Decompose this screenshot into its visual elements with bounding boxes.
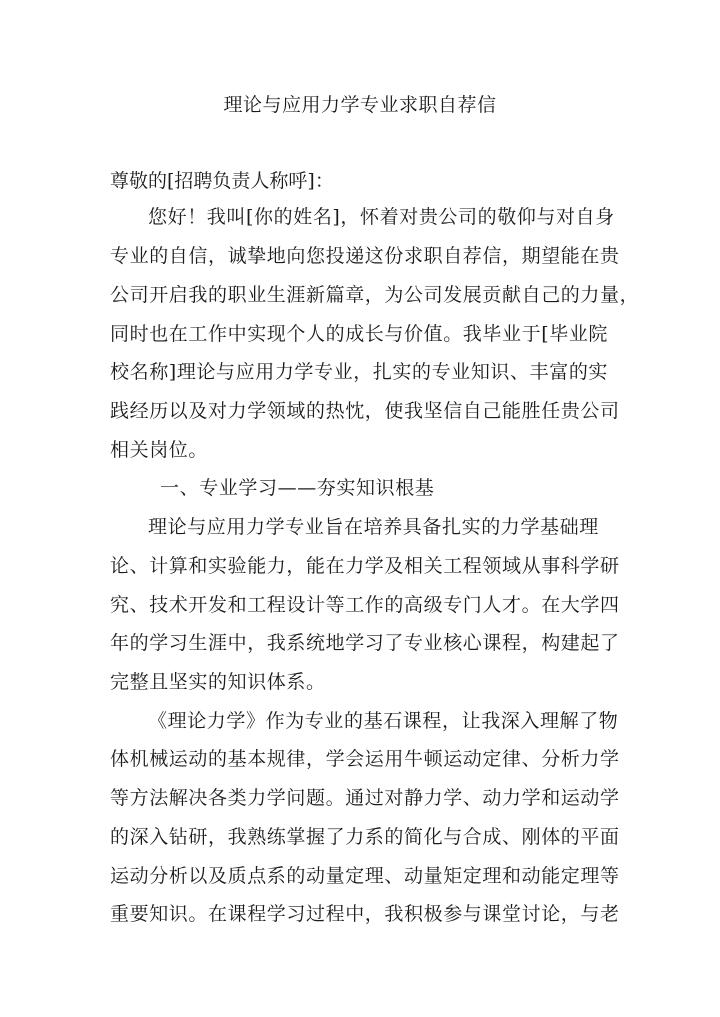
paragraph-line: 究、技术开发和工程设计等工作的高级专门人才。在大学四 <box>110 594 620 616</box>
paragraph-line: 年的学习生涯中，我系统地学习了专业核心课程，构建起了 <box>110 632 620 654</box>
paragraph-line: 《理论力学》作为专业的基石课程，让我深入理解了物 <box>148 710 619 732</box>
paragraph-line: 论、计算和实验能力，能在力学及相关工程领域从事科学研 <box>110 555 620 577</box>
document-title: 理论与应用力学专业求职自荐信 <box>223 94 497 116</box>
greeting-line: 尊敬的[招聘负责人称呼]： <box>110 170 334 192</box>
paragraph-line: 践经历以及对力学领域的热忱，使我坚信自己能胜任贵公司 <box>110 400 620 422</box>
paragraph-line: 您好！我叫[你的姓名]，怀着对贵公司的敬仰与对自身 <box>148 206 615 228</box>
paragraph-line: 理论与应用力学专业旨在培养具备扎实的力学基础理 <box>148 516 599 538</box>
paragraph-line: 相关岗位。 <box>110 439 209 461</box>
paragraph-line: 的深入钻研，我熟练掌握了力系的简化与合成、刚体的平面 <box>110 826 620 848</box>
paragraph-line: 完整且坚实的知识体系。 <box>110 671 326 693</box>
paragraph-line: 体机械运动的基本规律，学会运用牛顿运动定律、分析力学 <box>110 748 620 770</box>
section-heading: 一、专业学习——夯实知识根基 <box>160 477 435 499</box>
paragraph-line: 专业的自信，诚挚地向您投递这份求职自荐信，期望能在贵 <box>110 245 620 267</box>
paragraph-line: 校名称]理论与应用力学专业，扎实的专业知识、丰富的实 <box>110 361 609 383</box>
paragraph-line: 运动分析以及质点系的动量定理、动量矩定理和动能定理等 <box>110 865 620 887</box>
paragraph-line: 同时也在工作中实现个人的成长与价值。我毕业于[毕业院 <box>110 323 609 345</box>
paragraph-line: 重要知识。在课程学习过程中，我积极参与课堂讨论，与老 <box>110 903 620 925</box>
paragraph-line: 等方法解决各类力学问题。通过对静力学、动力学和运动学 <box>110 787 620 809</box>
paragraph-line: 公司开启我的职业生涯新篇章，为公司发展贡献自己的力量， <box>110 284 640 306</box>
